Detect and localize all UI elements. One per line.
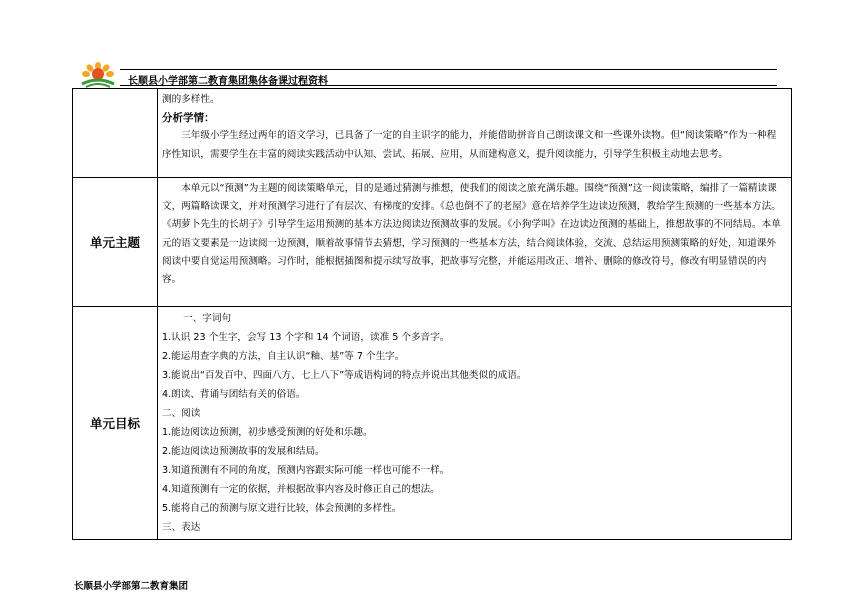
goal-item: 1.能边阅读边预测，初步感受预测的好处和乐趣。 — [162, 427, 373, 438]
continued-text: 测的多样性。 — [162, 94, 220, 105]
unit-goals-label: 单元目标 — [73, 307, 158, 540]
goal-item: 5.能将自己的预测与原文进行比较，体会预测的多样性。 — [162, 503, 402, 514]
learning-analysis-cell — [158, 89, 792, 178]
goal-item: 1.认识 23 个生字，会写 13 个字和 14 个词语，读准 5 个多音字。 — [162, 332, 450, 343]
goal-section-heading: 二、阅读 — [162, 408, 201, 419]
goal-item: 3.知道预测有不同的角度，预测内容跟实际可能一样也可能不一样。 — [162, 465, 450, 476]
goal-item: 4.朗读、背诵与团结有关的俗语。 — [162, 389, 306, 400]
unit-goals-cell — [158, 307, 792, 540]
table-row — [73, 89, 792, 178]
goal-section-heading: 三、表达 — [162, 522, 201, 533]
table-row — [73, 307, 792, 540]
lesson-plan-table — [72, 88, 792, 540]
goal-item: 4.知道预测有一定的依据，并根据故事内容及时修正自己的想法。 — [162, 484, 440, 495]
row-label-empty — [73, 89, 158, 178]
goal-item: 3.能说出“百发百中、四面八方、七上八下”等成语构词的特点并说出其他类似的成语。 — [162, 370, 527, 381]
goal-item: 2.能边阅读边预测故事的发展和结局。 — [162, 446, 325, 457]
goal-section-heading: 一、字词句 — [183, 313, 232, 324]
analysis-paragraph: 三年级小学生经过两年的语文学习，已具备了一定的自主识字的能力，并能借助拼音自己朗读课文和一些课外读物。但“阅读策略”作为一种程序性知识，需要学生在丰富的阅读实践活动中认知、尝试、拓展、应用，从而建构意义，提升阅读能力，引导学生积极主动地去思考。 — [162, 130, 777, 160]
page-header — [72, 62, 777, 88]
unit-theme-paragraph: 本单元以“预测”为主题的阅读策略单元，目的是通过猜测与推想，使我们的阅读之旅充满乐趣。围绕“预测”这一阅读策略，编排了一篇精读课文，两篇略读课文，并对预测学习进行了有层次、有梯度的安排。《总也倒不了的老屋》意在培养学生边读边预测，教给学生预测的一些基本方法。《胡萝卜先生的长胡子》引导学生运用预测的基本方法边阅读边预测故事的发展。《小狗学叫》在边读边预测的基础上，推想故事的不同结局。本单元的语文要素是一边读阅一边预测，顺着故事情节去猜想，学习预测的一些基本方法，结合阅读体验，交流、总结运用预测策略的好处，知道课外阅读中要自觉运用预测略。习作时，能根据插图和提示续写故事，把故事写完整，并能运用改正、增补、删除的修改符号，修改有明显错误的内容。 — [162, 183, 781, 286]
unit-theme-cell — [158, 178, 792, 307]
page-footer: 长顺县小学部第二教育集团 — [74, 581, 189, 592]
header-rule-top — [120, 69, 777, 70]
table-row — [73, 178, 792, 307]
goal-item: 2.能运用查字典的方法，自主认识“釉、基”等 7 个生字。 — [162, 351, 405, 362]
unit-theme-label: 单元主题 — [73, 178, 158, 307]
sun-flower-logo-icon — [78, 62, 118, 88]
header-title: 长顺县小学部第二教育集团集体备课过程资料 — [128, 76, 328, 87]
header-rule-bottom — [120, 85, 777, 86]
analysis-heading: 分析学情： — [162, 112, 215, 125]
